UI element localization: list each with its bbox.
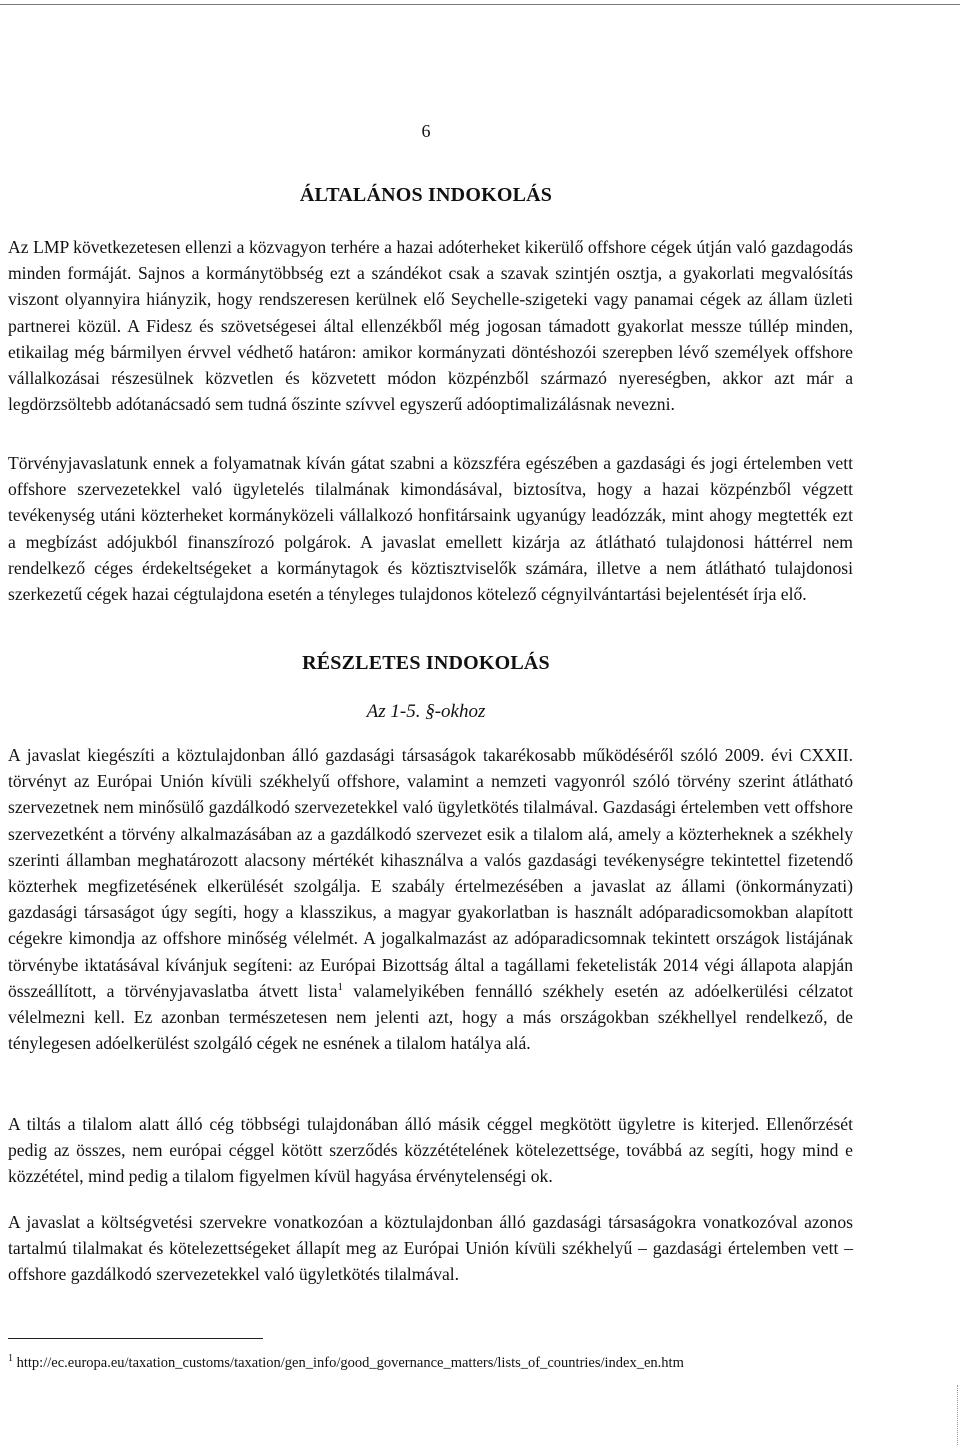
page-number: 6: [421, 121, 431, 141]
scan-edge-mark: [957, 1385, 958, 1445]
general-justification-heading: ÁLTALÁNOS INDOKOLÁS: [299, 184, 553, 206]
top-rule: [0, 4, 960, 5]
detailed-justification-heading: RÉSZLETES INDOKOLÁS: [302, 652, 550, 674]
footnote-marker: 1: [8, 1353, 13, 1364]
paragraph-1: Az LMP következetesen ellenzi a közvagyon terhére a hazai adóterheket kikerülő offshore cégek útján való gazdagodás minden formáját. Sajnos a kormánytöbbség ezt a szándékot csak a szavak szintjén osztja, a gyakorlati megvalósítás viszont olyannyira hiányzik, hogy rendszeresen kerülnek elő Seychelle-szigeteki vagy panamai cégek az állam üzleti partnerei közül. A Fidesz és szövetségesei által ellenzékből még jogosan támadott gyakorlat messze túllép minden, etikailag még bármilyen érvvel védhető határon: amikor kormányzati döntéshozói szerepben lévő személyek offshore vállalkozásai részesülnek közvetlen és közvetett módon közpénzből származó nyereségben, akkor azt már a legdörzsöltebb adótanácsadó sem tudná őszinte szívvel egyszerű adóoptimalizálásnak nevezni.: [8, 237, 853, 415]
section-heading: Az 1-5. §-okhoz: [366, 701, 486, 722]
paragraph-4: A tiltás a tilalom alatt álló cég többségi tulajdonában álló másik céggel megkötött ügyletre is kiterjed. Ellenőrzését pedig az összes, nem európai céggel kötött szerződés közzétételének kötelezettsége, továbbá az segíti, hogy mind e közzététel, mind pedig a tilalom figyelmen kívül hagyása érvénytelenségi ok.: [8, 1114, 853, 1187]
footnote-url: http://ec.europa.eu/taxation_customs/taxation/gen_info/good_governance_matters/lists_of_countries/index_en.htm: [13, 1354, 684, 1371]
paragraph-5: A javaslat a költségvetési szervekre vonatkozóan a köztulajdonban álló gazdasági társaságokra vonatkozóval azonos tartalmú tilalmakat és kötelezettségeket állapít meg az Európai Unión kívüli székhelyű – gazdasági értelemben vett – offshore gazdálkodó szervezetekkel való ügyletkötés tilalmával.: [8, 1212, 853, 1285]
footnote: [8, 1350, 908, 1372]
paragraph-3: [8, 742, 853, 1056]
footnote-separator: [8, 1338, 263, 1339]
paragraph-2: Törvényjavaslatunk ennek a folyamatnak kíván gátat szabni a közszféra egészében a gazdasági és jogi értelemben vett offshore szervezetekkel való ügyletelés tilalmának kimondásával, biztosítva, hogy a hazai közpénzből végzett tevékenység utáni közterheket kormányközeli vállalkozó honfitársaink ugyanúgy leadózzák, mint ahogy megtették ezt a megbízást adójukból finanszírozó polgárok. A javaslat emellett kizárja az átlátható tulajdonosi háttérrel nem rendelkező céges érdekeltségeket a kormánytagok és köztisztviselők számára, illetve a nem átlátható tulajdonosi szerkezetű cégek hazai cégtulajdona esetén a tényleges tulajdonos kötelező cégnyilvántartási bejelentését írja elő.: [8, 453, 853, 605]
footnote-reference: 1: [337, 980, 344, 993]
paragraph-3-text-b: valamelyikében fennálló székhely esetén az adóelkerülési célzatot vélelmezni kell. Ez azonban természetesen nem jelenti azt, hogy a más országokban székhellyel rendelkező, de ténylegesen adóelkerülést szolgáló cégek ne esnének a tilalom hatálya alá.: [8, 980, 854, 1054]
paragraph-3-text-a: A javaslat kiegészíti a köztulajdonban álló gazdasági társaságok takarékosabb működéséről szóló 2009. évi CXXII. törvényt az Európai Unión kívüli székhelyű offshore, valamint a nemzeti vagyonról szóló törvény szerint átlátható szervezetnek nem minősülő gazdálkodó szervezetekkel való ügyletkötés tilalmával. Gazdasági értelemben vett offshore szervezetként a törvény alkalmazásában az a gazdálkodó szervezet esik a tilalom alá, amely a közterheknek a székhely szerinti államban meghatározott alacsony mértékét kihasználva a valós gazdasági tevékenységre tekintettel fizetendő közterhek megfizetésének elkerülését szolgálja. E szabály értelmezésében a javaslat az állami (önkormányzati) gazdasági társaságot úgy segíti, hogy a klasszikus, a magyar gyakorlatban is használt adóparadicsomokban alapított cégekre kimondja az offshore minőség vélelmét. A jogalkalmazást az adóparadicsomnak tekintett országok listájának törvénybe iktatásával kívánjuk segíteni: az Európai Bizottság által a tagállami feketelisták 2014 végi állapota alapján összeállított, a törvényjavaslatba átvett lista: [8, 745, 853, 1001]
